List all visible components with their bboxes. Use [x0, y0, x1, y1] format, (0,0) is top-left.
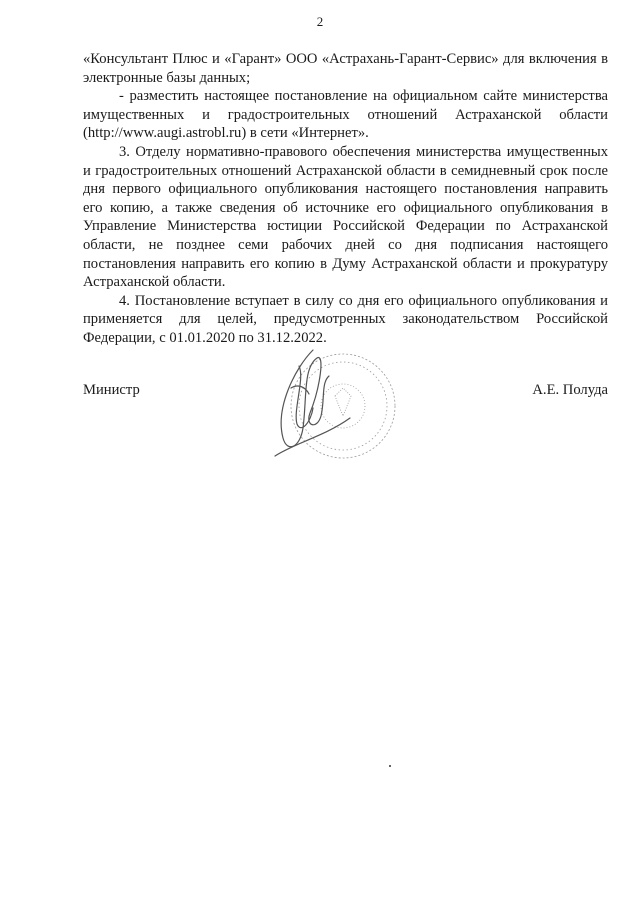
page-number: 2 — [316, 14, 324, 29]
handwritten-signature — [275, 350, 350, 456]
page-mark — [389, 765, 391, 767]
paragraph-item-3: 3. Отделу нормативно-правового обеспечения министерства имущественных и градостроительных отношений Астраханской области в семидневный срок после дня первого официального опубликования настоящего постановления направить его копию, а также сведения об источнике его официального опубликования в Управление Министерства юстиции Российской Федерации по Астраханской области, не позднее семи рабочих дней со дня подписания настоящего постановления направить его копию в Думу Астраханской области и прокуратуру Астраханской области. — [83, 143, 608, 291]
signer-position: Министр — [83, 382, 140, 398]
paragraph-continuation: «Консультант Плюс и «Гарант» ООО «Астрахань-Гарант-Сервис» для включения в электронные базы данных; — [83, 51, 608, 86]
paragraph-item-4: 4. Постановление вступает в силу со дня его официального опубликования и применяется для целей, предусмотренных законодательством Российской Федерации, с 01.01.2020 по 31.12.2022. — [83, 292, 608, 346]
signer-name: А.Е. Полуда — [532, 382, 608, 398]
official-stamp — [291, 354, 395, 458]
document-body — [83, 50, 608, 348]
paragraph-publish-website: - разместить настоящее постановление на официальном сайте министерства имущественных и градостроительных отношений Астраханской области (http://www.augi.astrobl.ru) в сети «Интернет». — [83, 88, 608, 142]
stamp-and-signature — [255, 338, 405, 478]
